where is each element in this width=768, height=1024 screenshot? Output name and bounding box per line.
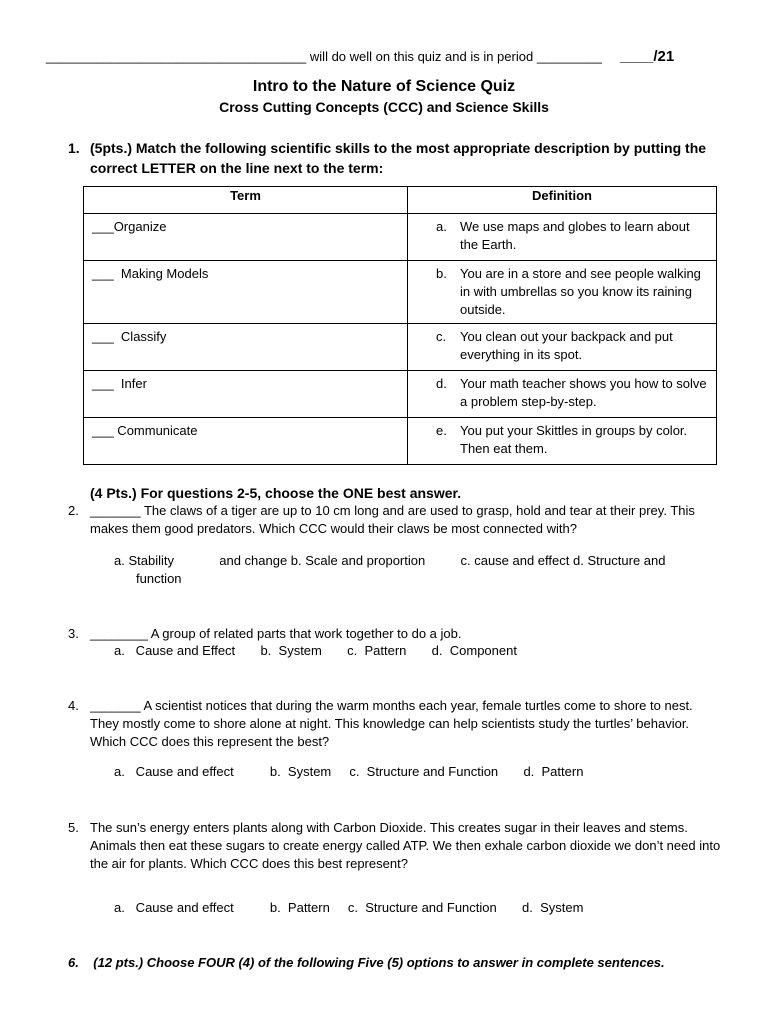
table-row [84,371,717,418]
definition-letter: a. [436,219,447,234]
term-cell[interactable]: ___ Classify [84,324,408,371]
definition-letter: e. [436,423,447,438]
term-cell[interactable]: ___Organize [84,214,408,261]
term-cell[interactable]: ___ Communicate [84,418,408,465]
score-blank: ____ [619,48,654,65]
question-number: 4. [68,698,79,713]
question-text: _______ A scientist notices that during the warm months each year, female turtles come to shore to nest. They mostly come to shore alone at night. This knowledge can help scientists study the turtles’ behavior. Which CCC does this represent the best? [90,698,693,749]
question-text: The sun’s energy enters plants along with Carbon Dioxide. This creates sugar in their leaves and stems. Animals then eat these sugars to create energy called ATP. We then exhale carbon dioxide we don’t need into the air for plants. Which CCC does this best represent? [90,820,721,871]
quiz-title: Intro to the Nature of Science Quiz [252,78,516,95]
name-blank[interactable]: ____________________________________ [46,49,307,64]
choice-continuation: function [136,571,182,586]
question-number: 2. [68,503,79,518]
question-text: ________ A group of related parts that work together to do a job. [90,626,462,641]
question-number: 1. [68,140,80,156]
answer-choices [114,552,665,570]
definition-text: We use maps and globes to learn about the Earth. [460,219,690,252]
table-row [84,214,717,261]
definition-cell [408,261,717,324]
definition-letter: b. [436,266,447,281]
question-1 [68,138,708,178]
term-cell[interactable]: ___ Infer [84,371,408,418]
quiz-subtitle: Cross Cutting Concepts (CCC) and Science Skills [219,99,549,115]
table-row [84,324,717,371]
answer-choices[interactable]: a. Cause and effect b. System c. Structure and Function d. Pattern [114,764,584,779]
choice-c-d[interactable]: c. cause and effect d. Structure and [460,553,666,568]
definition-cell [408,371,717,418]
choice-a[interactable]: a. Stability [114,553,174,568]
definition-cell [408,418,717,465]
table-header-row [84,187,717,214]
question-number: 6. [68,955,79,970]
definition-cell [408,214,717,261]
definition-text: Your math teacher shows you how to solve a problem step-by-step. [460,376,707,409]
definition-text: You are in a store and see people walking in with umbrellas so you know its raining outside. [460,266,701,317]
choice-b[interactable]: and change b. Scale and proportion [219,553,426,568]
header-text: will do well on this quiz and is in period [309,49,534,64]
definition-text: You put your Skittles in groups by color. Then eat them. [460,423,688,456]
table-row [84,261,717,324]
definition-cell [408,324,717,371]
definition-text: You clean out your backpack and put everything in its spot. [460,329,673,362]
question-4 [68,697,724,751]
section-2-heading: (4 Pts.) For questions 2-5, choose the ONE best answer. [90,485,462,501]
answer-choices[interactable]: a. Cause and Effect b. System c. Pattern d. Component [114,643,517,658]
score-total: /21 [653,48,675,65]
column-header-definition: Definition [408,187,717,214]
table-row [84,418,717,465]
definition-letter: d. [436,376,447,391]
period-blank[interactable]: _________ [536,49,602,64]
definition-letter: c. [436,329,447,344]
question-text: (5pts.) Match the following scientific skills to the most appropriate description by putting the correct LETTER on the line next to the term: [90,140,707,176]
question-text: (12 pts.) Choose FOUR (4) of the following Five (5) options to answer in complete sentences. [93,955,665,970]
question-number: 3. [68,626,79,641]
question-3 [68,625,724,643]
term-cell[interactable]: ___ Making Models [84,261,408,324]
question-number: 5. [68,820,79,835]
question-6 [68,954,665,972]
matching-table [83,186,717,465]
answer-choices[interactable]: a. Cause and effect b. Pattern c. Structure and Function d. System [114,900,584,915]
header-line [46,48,716,66]
column-header-term: Term [84,187,408,214]
question-5 [68,819,724,873]
question-text: _______ The claws of a tiger are up to 10 cm long and are used to grasp, hold and tear at their prey. This makes them good predators. Which CCC would their claws be most connected with? [90,503,695,536]
question-2 [68,502,724,538]
